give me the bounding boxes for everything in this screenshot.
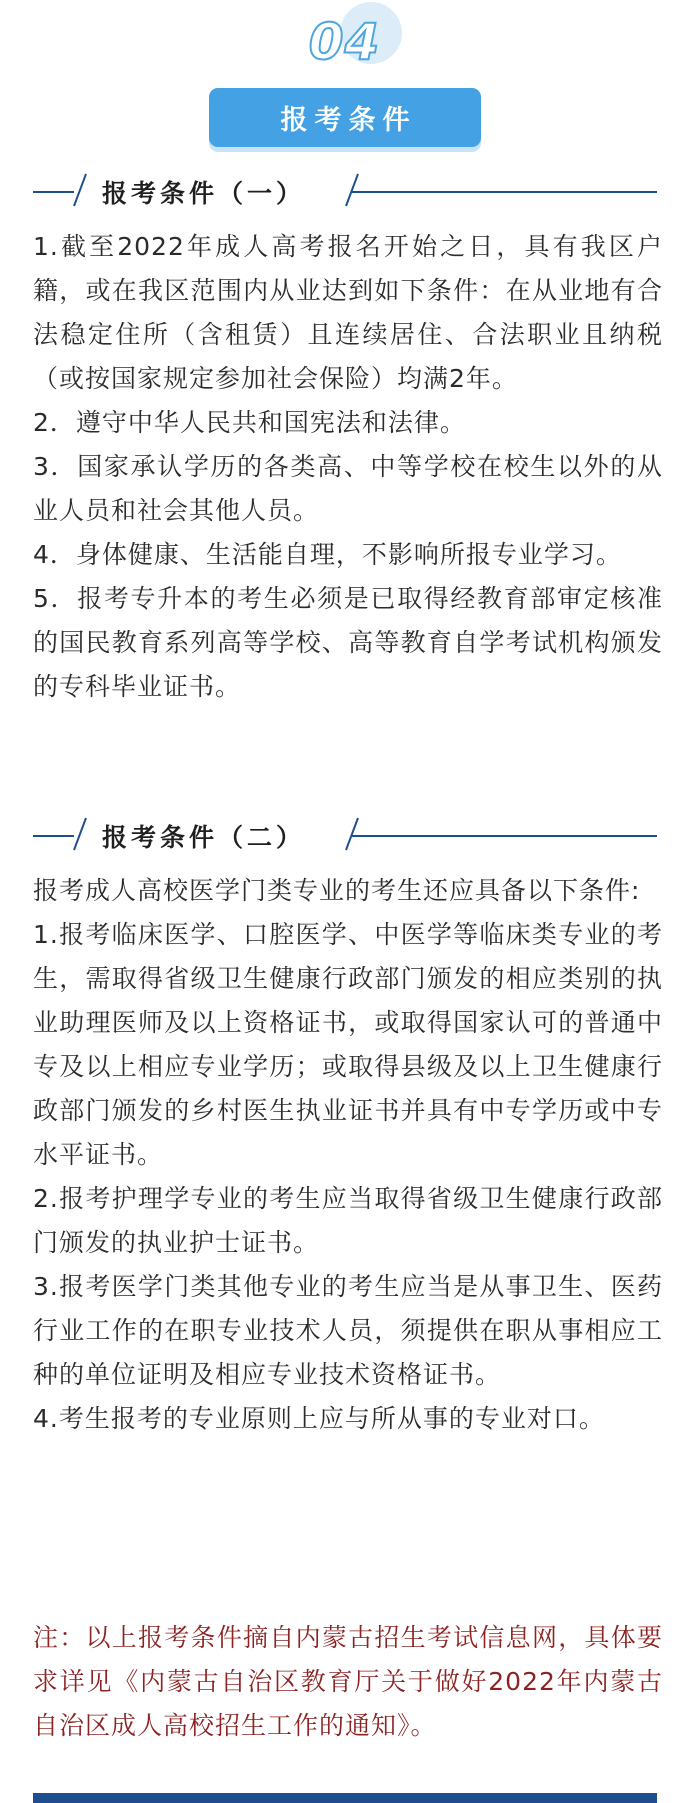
condition-item: 1.截至2022年成人高考报名开始之日，具有我区户籍，或在我区范围内从业达到如下条件：在从业地有合法稳定住所（含租赁）且连续居住、合法职业且纳税（或按国家规定参加社会保险）均满2年。 bbox=[33, 232, 663, 393]
subheading-title: 报考条件（一） bbox=[102, 179, 306, 208]
section-title-banner bbox=[209, 88, 481, 147]
condition-item: 4．身体健康、生活能自理，不影响所报专业学习。 bbox=[33, 540, 622, 569]
section-number-text: 04 bbox=[308, 13, 381, 71]
condition-item: 2.报考护理学专业的考生应当取得省级卫生健康行政部门颁发的执业护士证书。 bbox=[33, 1184, 663, 1257]
condition-item: 1.报考临床医学、口腔医学、中医学等临床类专业的考生，需取得省级卫生健康行政部门颁发的相应类别的执业助理医师及以上资格证书，或取得国家认可的普通中专及以上相应专业学历；或取得县级及以上卫生健康行政部门颁发的乡村医生执业证书并具有中专学历或中专水平证书。 bbox=[33, 920, 663, 1169]
subheading-title: 报考条件（二） bbox=[102, 823, 306, 852]
bottom-divider-bar bbox=[33, 1793, 657, 1803]
condition-item: 2．遵守中华人民共和国宪法和法律。 bbox=[33, 408, 466, 437]
condition-item: 5．报考专升本的考生必须是已取得经教育部审定核准的国民教育系列高等学校、高等教育自学考试机构颁发的专科毕业证书。 bbox=[33, 584, 663, 701]
condition-item: 3．国家承认学历的各类高、中等学校在校生以外的从业人员和社会其他人员。 bbox=[33, 452, 663, 525]
section-title: 报考条件 bbox=[280, 105, 417, 136]
subheading-part-2 bbox=[0, 814, 689, 864]
section-number bbox=[0, 0, 689, 86]
conditions-intro: 报考成人高校医学门类专业的考生还应具备以下条件: bbox=[33, 876, 641, 905]
source-note-text: 注：以上报考条件摘自内蒙古招生考试信息网，具体要求详见《内蒙古自治区教育厅关于做好2022年内蒙古自治区成人高校招生工作的通知》。 bbox=[33, 1623, 663, 1740]
conditions-part-2 bbox=[33, 869, 663, 1441]
condition-item: 3.报考医学门类其他专业的考生应当是从事卫生、医药行业工作的在职专业技术人员，须提供在职从事相应工种的单位证明及相应专业技术资格证书。 bbox=[33, 1272, 663, 1389]
condition-item: 4.考生报考的专业原则上应与所从事的专业对口。 bbox=[33, 1404, 605, 1433]
conditions-part-1 bbox=[33, 225, 663, 709]
subheading-part-1 bbox=[0, 170, 689, 220]
source-note bbox=[33, 1616, 663, 1748]
